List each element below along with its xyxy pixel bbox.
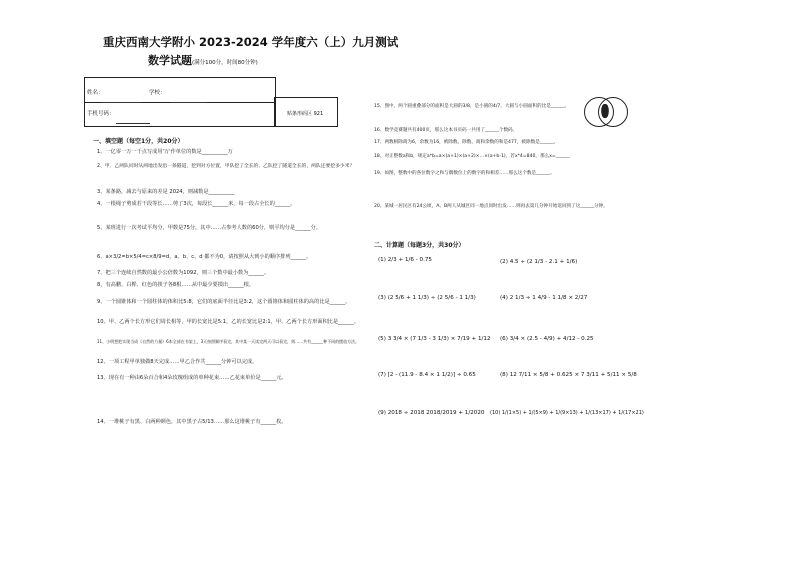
- name-label: 姓名：: [87, 90, 104, 96]
- barcode-label: 贴条形码区 921: [287, 111, 324, 117]
- question-20: 20、某城一居民区有24公顷，A、B两人从城区同一地点同时出发……则再去第几分钟开始返回到了这______分钟。: [374, 204, 608, 209]
- venn-shaded-region: [601, 104, 609, 118]
- question-6: 6、a×3/2=b×5/4=c×8/9=d，a、b、c、d 都不为0，请按照从大到小的顺序排列______。: [97, 254, 312, 260]
- question-18: 18、对正整数a和b，规定a*b=a×(a+1)×(a+2)×…×(a+b-1)，若x*4=840，那么x=______: [374, 154, 570, 159]
- question-7: 7、把三个连续自然数的最小公倍数为1092，则三个数中最小数为______。: [97, 270, 270, 276]
- score-time-note: (满分100分，时间80分钟): [192, 60, 258, 66]
- question-4: 4、一根绳子剪成若干段等长……剪了3次，每段长______米，每一段占全长的______。: [97, 201, 296, 207]
- calc-item-4: (4) 2 1/3 ÷ 1 4/9 - 1 1/8 × 2/27: [500, 295, 588, 301]
- question-17: 17、两数相除商为6，余数为16，被除数、除数、商和余数的和是477，被除数是______。: [374, 140, 559, 145]
- exam-subtitle: [148, 55, 258, 67]
- school-label: 学校：: [149, 90, 166, 96]
- section-fill-title: 一、填空题（每空1分，共20分）: [93, 138, 184, 145]
- subject-title: 数学试题: [148, 54, 192, 67]
- question-5: 5、某班进行一次考试平均分，甲数是75分，其中……占参考人数的60分，则平均分是______分。: [97, 225, 322, 231]
- question-19: 19、如图，整数中的各位数字之和与偶数位上的数字的和相差……那么这个数是______。: [374, 171, 555, 176]
- calc-item-9: (9) 2018 ÷ 2018 2018/2019 + 1/2020: [378, 410, 485, 416]
- question-2: 2、甲、乙两队同时从两地出发沿一条隧道，挖到对方位置，甲队挖了全长的，乙队挖了隧道全长的，两队还要挖多少米？: [97, 164, 355, 169]
- exam-title: 重庆西南大学附小 2023-2024 学年度六（上）九月测试: [103, 35, 399, 49]
- question-16: 16、数学竞赛题共有400页，那么这本书页码一共用了______个数码。: [374, 128, 518, 133]
- question-3: 3、某条路，减去与原来的差是 2024，则减数是__________: [97, 189, 235, 195]
- question-12: 12、一项工程甲单独做8天完成……甲乙合作共______分钟可以完成。: [97, 359, 258, 365]
- calc-item-8: (8) 12 7/11 × 5/8 + 0.625 × 7 3/11 + 5/11 × 5/8: [500, 372, 637, 378]
- section-calc-title: 二、计算题（每题3分，共30分）: [374, 242, 465, 249]
- question-10: 10、甲、乙两个长方形它们周长相等，甲的长宽比是5:1，乙的长宽比是2:1，甲、乙两个长方形面积比是______。: [97, 319, 359, 325]
- name-field[interactable]: [102, 96, 142, 106]
- calc-item-2: (2) 4.5 ÷ (2 1/3 - 2.1 + 1/6): [500, 259, 578, 265]
- question-13: 13、现在有一种由6朵百合和4朵玫瑰组成的单种花束……乙花束单价是______元。: [97, 375, 287, 381]
- question-11: 11、小明想把实现当成《自然的力量》6本全部在书架上，3天按照顺序看完，其中某一天读完两天可以看完，则……共有______种不同的摆放方法。: [97, 339, 360, 344]
- calc-item-5: (5) 3 3/4 × (7 1/3 - 3 1/3) × 7/19 + 1/12: [378, 336, 491, 342]
- calc-item-1: (1) 2/3 + 1/6 - 0.75: [378, 257, 432, 263]
- calc-item-3: (3) (2 5/6 + 1 1/3) ÷ (2 5/6 - 1 1/3): [378, 295, 476, 301]
- question-14: 14、一堆桃子有黑、白两种颜色，其中黑子占5/13……那么这堆桃子有______枚。: [97, 419, 287, 425]
- phone-field[interactable]: [116, 117, 150, 127]
- question-1: 1、一亿零一万一千点写成用'万'作单位的数是__________万: [97, 149, 233, 155]
- question-15: 15、图中，两个圆重叠部分的面积是大圆的3/8，是小圆的4/7，大圆与小圆面积的比是______。: [374, 104, 570, 109]
- school-field[interactable]: [171, 96, 207, 106]
- question-9: 9、一个圆锥体和一个圆柱体的体积比5:8，它们的底面半径比是3:2，这个圆锥体和圆柱体的高的比是______。: [97, 299, 351, 305]
- calc-item-10: (10) 1/(1×5) + 1/(5×9) + 1/(9×13) + 1/(13×17) + 1/(17×21): [490, 410, 644, 416]
- calc-item-6: (6) 3/4 × (2.5 - 4/9) + 4/12 - 0.25: [500, 336, 594, 342]
- phone-label: 手机号码：: [87, 111, 115, 117]
- barcode-area: [274, 97, 338, 127]
- calc-item-7: (7) [2 - (11.9 - 8.4 × 1 1/2)] ÷ 0.65: [378, 372, 476, 378]
- question-8: 8、有高鹏、白桦、红色的筷子各8根……从中最少要摸出______根。: [97, 282, 255, 288]
